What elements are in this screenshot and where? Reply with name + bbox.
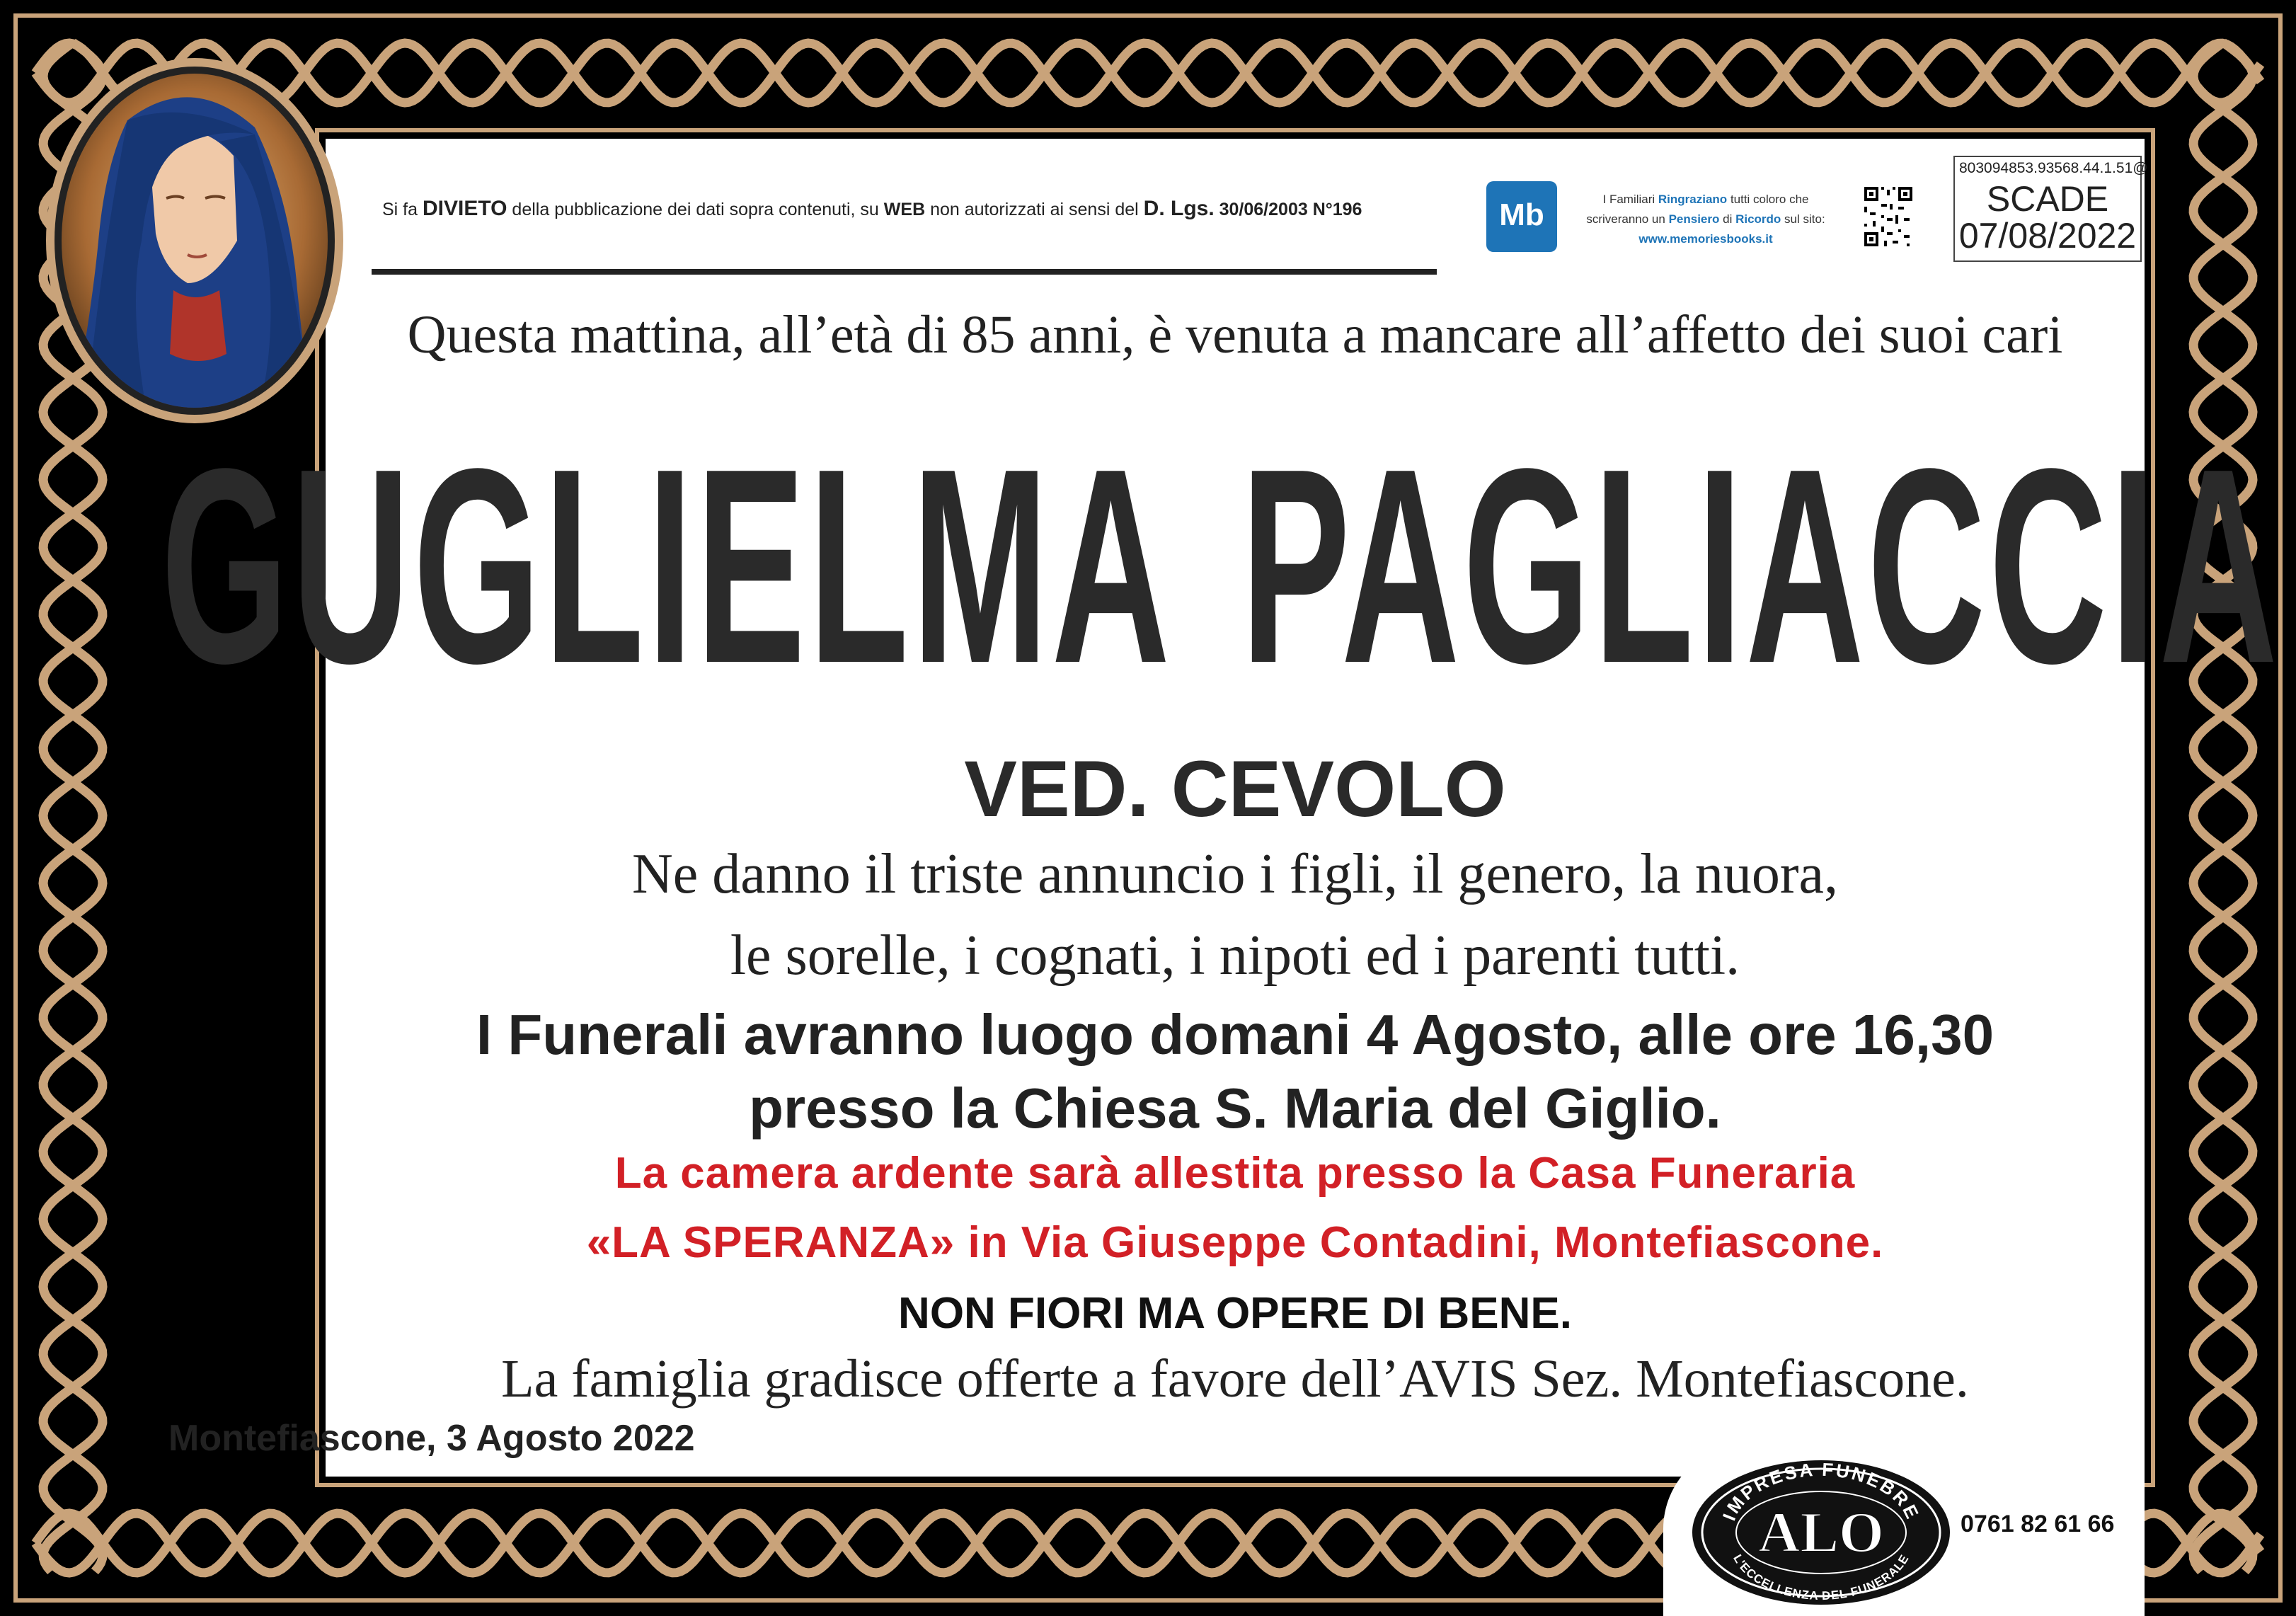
funeral-line-2: presso la Chiesa S. Maria del Giglio.	[749, 1077, 1721, 1140]
deceased-name-wrap	[161, 396, 2281, 736]
intro-line: Questa mattina, all’età di 85 anni, è venuta a mancare all’affetto dei suoi cari	[407, 305, 2063, 365]
memoriesbooks-link[interactable]: www.memoriesbooks.it	[1638, 232, 1773, 246]
expiry-label: SCADE	[1986, 179, 2109, 219]
agency-logo-text: ALO	[1758, 1500, 1884, 1564]
notice-code: 803094853.93568.44.1.51@	[1959, 160, 2148, 176]
agency-logo	[1690, 1458, 1952, 1607]
privacy-notice: Si fa DIVIETO della pubblicazione dei dati sopra contenuti, su WEB non autorizzati ai sensi del D. Lgs. 30/06/2003 N°196	[382, 197, 1362, 220]
announcement-line-2: le sorelle, i cognati, i nipoti ed i parenti tutti.	[730, 924, 1740, 987]
announcement-line-1: Ne danno il triste annuncio i figli, il genero, la nuora,	[632, 843, 1838, 905]
place-and-date: Montefiascone, 3 Agosto 2022	[168, 1418, 695, 1459]
no-flowers-line: NON FIORI MA OPERE DI BENE.	[898, 1289, 1572, 1338]
qr-code-icon[interactable]	[1863, 183, 1914, 251]
expiry-date: 07/08/2022	[1958, 216, 2137, 256]
memoriesbooks-text: I Familiari Ringraziano tutti coloro che scriveranno un Pensiero di Ricordo sul sito: www.memoriesbooks.it	[1564, 190, 1847, 249]
agency-phone[interactable]: 0761 82 61 66	[1961, 1511, 2115, 1537]
memoriesbooks-logo: Mb	[1486, 181, 1557, 252]
chapel-line-2: «LA SPERANZA» in Via Giuseppe Contadini, Montefiascone.	[586, 1218, 1884, 1267]
widow-of: VED. CEVOLO	[964, 745, 1506, 833]
header-divider	[372, 269, 1437, 275]
deceased-name: GUGLIELMA PAGLIACCIA	[161, 411, 2281, 721]
agency-bottom-text: L'ECCELLENZA DEL FUNERALE	[1730, 1552, 1912, 1603]
madonna-portrait	[42, 57, 347, 425]
funeral-line-1: I Funerali avranno luogo domani 4 Agosto, alle ore 16,30	[476, 1003, 1994, 1066]
chapel-line-1: La camera ardente sarà allestita presso la Casa Funeraria	[614, 1149, 1856, 1198]
donation-line: La famiglia gradisce offerte a favore dell’AVIS Sez. Montefiascone.	[501, 1349, 1969, 1409]
agency-top-text: IMPRESA FUNEBRE	[1718, 1458, 1924, 1524]
